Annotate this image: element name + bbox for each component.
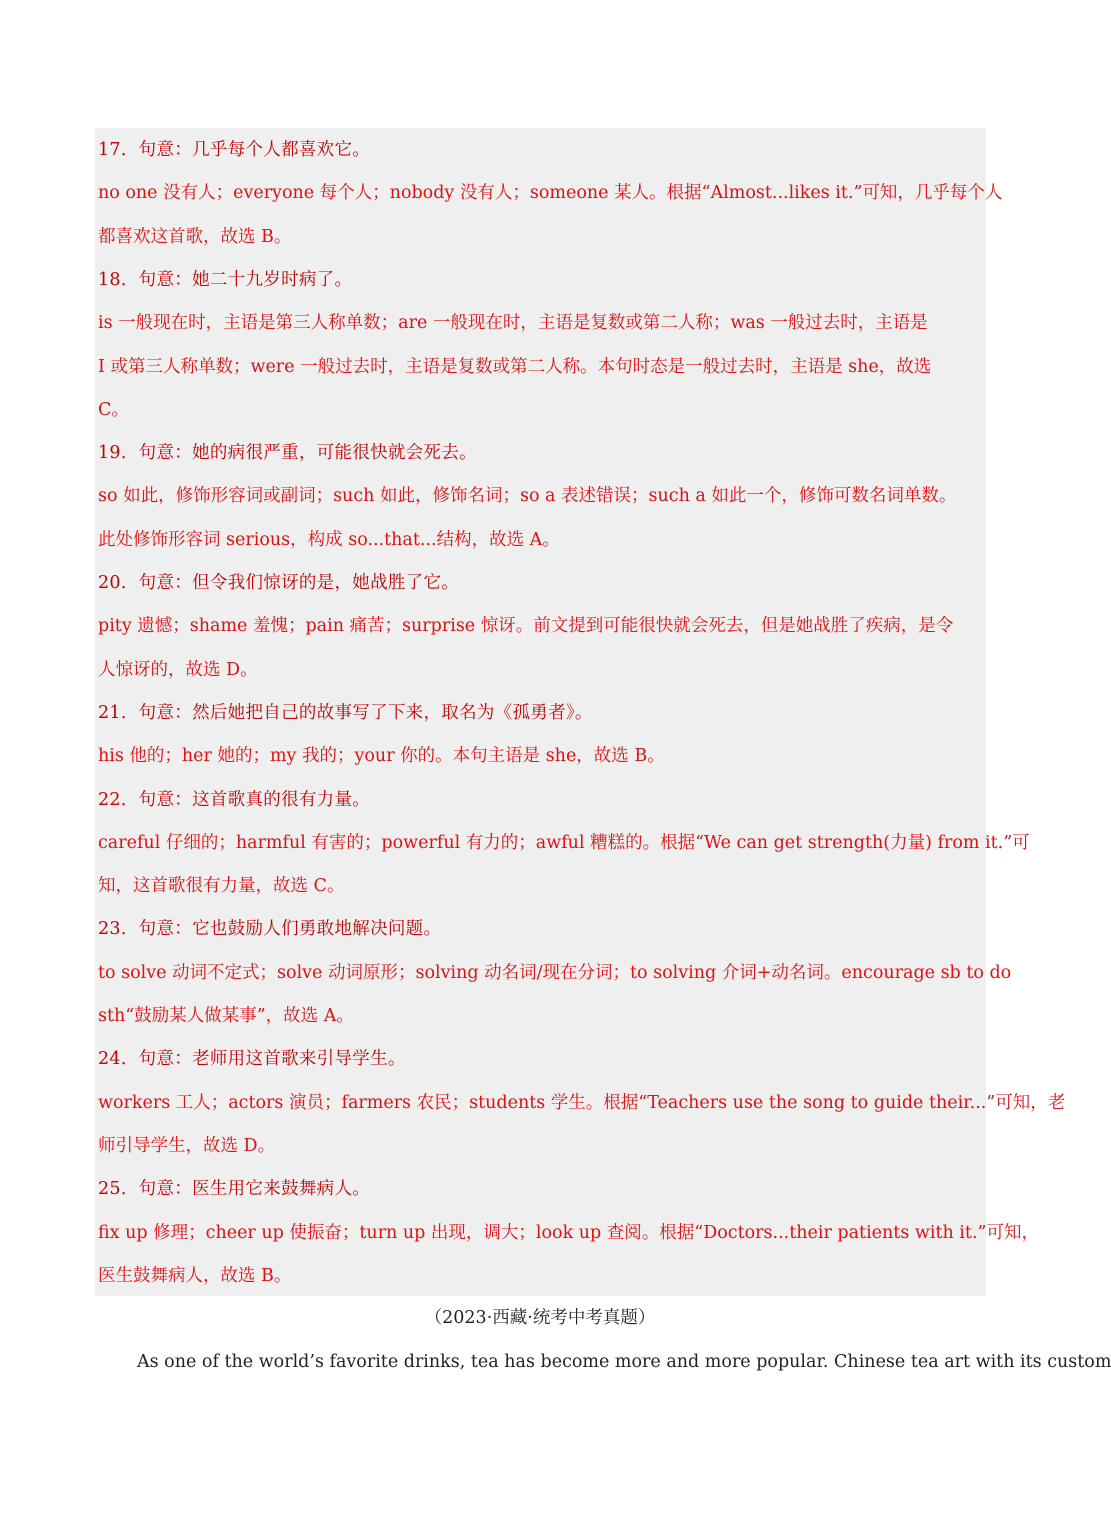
question-24-explanation-line: 师引导学生，故选 D。 [98, 1135, 276, 1156]
question-18-explanation-line: I 或第三人称单数；were 一般过去时，主语是复数或第二人称。本句时态是一般过去时，主语是 she，故选 [98, 356, 932, 377]
exam-source-caption: （2023·西藏·统考中考真题） [424, 1308, 656, 1328]
question-23-explanation-line: to solve 动词不定式；solve 动词原形；solving 动名词/现在分词；to solving 介词+动名词。encourage sb to do [98, 962, 1012, 983]
question-21-explanation-line: his 他的；her 她的；my 我的；your 你的。本句主语是 she，故选 B。 [98, 746, 665, 767]
question-22-explanation-line: careful 仔细的；harmful 有害的；powerful 有力的；awful 糟糕的。根据“We can get strength(力量) from it.”可 [98, 832, 1030, 853]
question-17-explanation-line: no one 没有人；everyone 每个人；nobody 没有人；someone 某人。根据“Almost...likes it.”可知，几乎每个人 [98, 183, 1003, 204]
question-22-meaning: 22．句意：这首歌真的很有力量。 [98, 789, 371, 810]
question-20-explanation-line: pity 遗憾；shame 羞愧；pain 痛苦；surprise 惊讶。前文提到可能很快就会死去，但是她战胜了疾病，是令 [98, 616, 954, 637]
question-25-explanation-line: 医生鼓舞病人，故选 B。 [98, 1265, 292, 1286]
question-24-explanation-line: workers 工人；actors 演员；farmers 农民；students 学生。根据“Teachers use the song to guide their...”可知，老 [98, 1092, 1066, 1113]
question-25-meaning: 25．句意：医生用它来鼓舞病人。 [98, 1179, 371, 1200]
question-19-explanation-line: so 如此，修饰形容词或副词；such 如此，修饰名词；so a 表述错误；such a 如此一个，修饰可数名词单数。 [98, 486, 957, 507]
question-25-explanation-line: fix up 修理；cheer up 使振奋；turn up 出现，调大；look up 查阅。根据“Doctors...their patients with it.”可知， [98, 1222, 1039, 1243]
reading-passage-first-line: As one of the world’s favorite drinks, tea has become more and more popular. Chinese tea art with its custom [137, 1352, 1111, 1372]
question-19-explanation-line: 此处修饰形容词 serious，构成 so...that...结构，故选 A。 [98, 529, 560, 550]
question-18-explanation-line: is 一般现在时，主语是第三人称单数；are 一般现在时，主语是复数或第二人称；was 一般过去时，主语是 [98, 313, 928, 334]
question-18-explanation-line: C。 [98, 399, 129, 420]
question-23-explanation-line: sth“鼓励某人做某事”，故选 A。 [98, 1006, 354, 1026]
question-20-meaning: 20．句意：但令我们惊讶的是，她战胜了它。 [98, 573, 460, 593]
question-24-meaning: 24．句意：老师用这首歌来引导学生。 [98, 1049, 406, 1070]
question-23-meaning: 23．句意：它也鼓励人们勇敢地解决问题。 [98, 919, 442, 940]
question-18-meaning: 18．句意：她二十九岁时病了。 [98, 269, 353, 290]
question-22-explanation-line: 知，这首歌很有力量，故选 C。 [98, 876, 345, 897]
question-19-meaning: 19．句意：她的病很严重，可能很快就会死去。 [98, 443, 477, 464]
question-17-explanation-line: 都喜欢这首歌，故选 B。 [98, 226, 292, 247]
question-17-meaning: 17．句意：几乎每个人都喜欢它。 [98, 140, 371, 160]
question-21-meaning: 21．句意：然后她把自己的故事写了下来，取名为《孤勇者》。 [98, 702, 593, 723]
question-20-explanation-line: 人惊讶的，故选 D。 [98, 659, 258, 680]
